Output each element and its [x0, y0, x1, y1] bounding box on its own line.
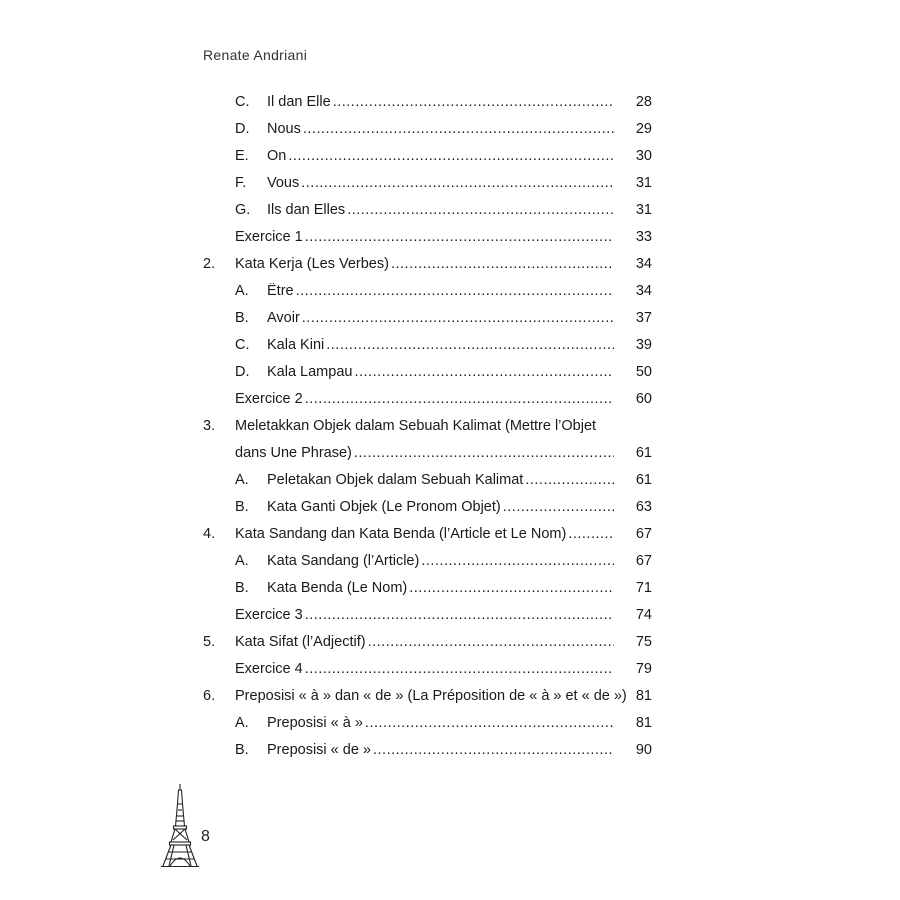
toc-entry-label: C. [235, 94, 250, 110]
toc-entry-page: 30 [635, 148, 652, 164]
toc-entry-title: Preposisi « à » [267, 715, 363, 731]
toc-entry[interactable] [0, 602, 900, 629]
toc-entry-label: E. [235, 148, 249, 164]
toc-chapter-number: 5. [203, 634, 216, 650]
toc-entry-page: 67 [635, 553, 652, 569]
toc-entry-page: 37 [635, 310, 652, 326]
toc-entry-label: A. [235, 715, 249, 731]
toc-entry[interactable] [0, 710, 900, 737]
table-of-contents [0, 89, 900, 764]
toc-entry-title: Kata Benda (Le Nom) [267, 580, 408, 596]
toc-entry-page: 31 [635, 175, 652, 191]
toc-entry-label: D. [235, 121, 250, 137]
toc-entry-page: 63 [635, 499, 652, 515]
toc-entry-label: A. [235, 472, 249, 488]
toc-entry[interactable] [0, 197, 900, 224]
toc-entry-title: Kata Kerja (Les Verbes) [235, 256, 389, 272]
toc-entry-title: Kala Lampau [267, 364, 353, 380]
toc-chapter-number: 2. [203, 256, 216, 272]
toc-entry-label: G. [235, 202, 251, 218]
toc-entry-page: 39 [635, 337, 652, 353]
toc-entry-label: A. [235, 553, 249, 569]
toc-entry-page: 34 [635, 283, 652, 299]
toc-entry[interactable] [0, 737, 900, 764]
toc-entry-page: 34 [635, 256, 652, 272]
toc-entry-title: Preposisi « de » [267, 742, 371, 758]
toc-entry-label: B. [235, 499, 249, 515]
toc-entry[interactable] [0, 305, 900, 332]
toc-entry[interactable] [0, 359, 900, 386]
toc-entry-page: 71 [635, 580, 652, 596]
toc-entry-title: Preposisi « à » dan « de » (La Préposition de « à » et « de ») [235, 688, 627, 704]
toc-entry-label: C. [235, 337, 250, 353]
toc-entry-page: 60 [635, 391, 652, 407]
page-number: 8 [201, 828, 210, 845]
toc-entry-title: Ils dan Elles [267, 202, 346, 218]
toc-entry-page: 31 [635, 202, 652, 218]
toc-entry-page: 28 [635, 94, 652, 110]
toc-entry-label: B. [235, 580, 249, 596]
eiffel-tower-icon [160, 782, 200, 868]
toc-entry[interactable] [0, 386, 900, 413]
toc-entry[interactable] [0, 656, 900, 683]
toc-entry-title: Exercice 4 [235, 661, 303, 677]
toc-entry-title: Kata Ganti Objek (Le Pronom Objet) [267, 499, 501, 515]
toc-chapter-number: 6. [203, 688, 216, 704]
toc-chapter[interactable] [0, 413, 900, 440]
toc-entry-title: dans Une Phrase) [235, 445, 352, 461]
toc-entry-page: 29 [635, 121, 652, 137]
toc-entry-label: D. [235, 364, 250, 380]
toc-chapter[interactable] [0, 683, 900, 710]
toc-entry[interactable] [0, 467, 900, 494]
toc-entry[interactable] [0, 548, 900, 575]
toc-entry-title: Exercice 2 [235, 391, 303, 407]
running-header: Renate Andriani [203, 47, 308, 63]
toc-entry-page: 33 [635, 229, 652, 245]
toc-entry-title: Vous [267, 175, 300, 191]
toc-entry-title: Kata Sandang (l’Article) [267, 553, 420, 569]
toc-entry-label: B. [235, 742, 249, 758]
toc-entry-label: A. [235, 283, 249, 299]
toc-entry-title: Kata Sifat (l’Adjectif) [235, 634, 366, 650]
toc-entry-title: Exercice 3 [235, 607, 303, 623]
toc-entry-label: F. [235, 175, 247, 191]
toc-entry[interactable] [0, 332, 900, 359]
toc-chapter[interactable] [0, 521, 900, 548]
toc-entry-title: Être [267, 283, 294, 299]
toc-chapter[interactable] [0, 251, 900, 278]
toc-entry[interactable] [0, 143, 900, 170]
toc-entry-label: B. [235, 310, 249, 326]
toc-entry-title: Nous [267, 121, 301, 137]
toc-entry-page: 81 [635, 688, 652, 704]
toc-entry-page: 74 [635, 607, 652, 623]
toc-entry-page: 61 [635, 445, 652, 461]
toc-entry-title: Kala Kini [267, 337, 325, 353]
toc-entry[interactable] [0, 116, 900, 143]
toc-entry-title: Avoir [267, 310, 300, 326]
toc-entry[interactable] [0, 89, 900, 116]
toc-entry[interactable] [0, 575, 900, 602]
toc-entry-page: 75 [635, 634, 652, 650]
toc-entry[interactable] [0, 224, 900, 251]
toc-entry-page: 81 [635, 715, 652, 731]
toc-entry-title: Exercice 1 [235, 229, 303, 245]
toc-entry-title: On [267, 148, 287, 164]
toc-entry-title: Peletakan Objek dalam Sebuah Kalimat [267, 472, 524, 488]
toc-chapter[interactable] [0, 629, 900, 656]
toc-entry-title: Meletakkan Objek dalam Sebuah Kalimat (Mettre l’Objet [235, 418, 597, 434]
toc-entry[interactable] [0, 170, 900, 197]
toc-chapter-number: 3. [203, 418, 216, 434]
toc-entry-page: 61 [635, 472, 652, 488]
toc-entry-page: 67 [635, 526, 652, 542]
toc-entry-page: 90 [635, 742, 652, 758]
toc-entry[interactable] [0, 494, 900, 521]
toc-entry-title: Kata Sandang dan Kata Benda (l’Article et Le Nom) [235, 526, 567, 542]
toc-entry[interactable] [0, 440, 900, 467]
toc-entry-page: 79 [635, 661, 652, 677]
toc-chapter-number: 4. [203, 526, 216, 542]
toc-entry-page: 50 [635, 364, 652, 380]
toc-entry-title: Il dan Elle [267, 94, 331, 110]
toc-entry[interactable] [0, 278, 900, 305]
